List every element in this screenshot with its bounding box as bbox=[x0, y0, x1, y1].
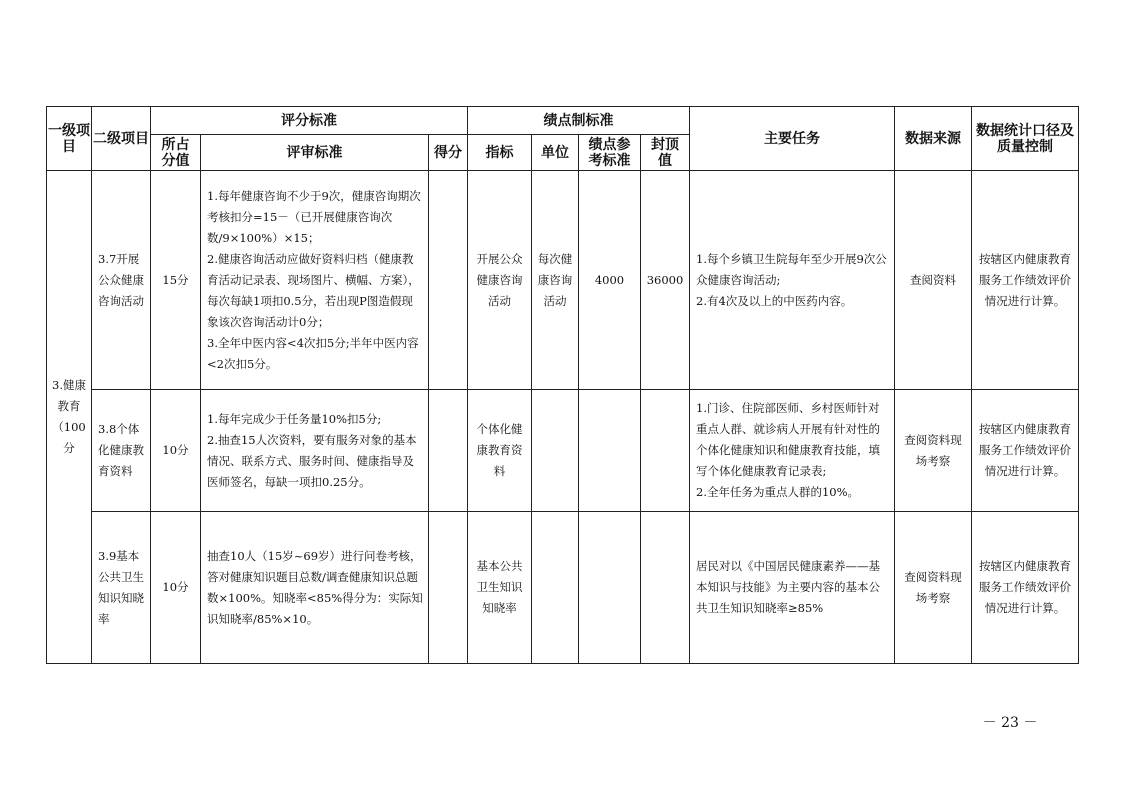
table-row bbox=[47, 512, 1079, 664]
header-score: 得分 bbox=[429, 135, 468, 171]
header-indicator: 指标 bbox=[468, 135, 532, 171]
unit-cell bbox=[532, 390, 579, 512]
indicator-cell: 基本公共卫生知识知晓率 bbox=[468, 512, 532, 664]
ref-cell: 4000 bbox=[579, 171, 641, 390]
stats-cell: 按辖区内健康教育服务工作绩效评价情况进行计算。 bbox=[972, 390, 1079, 512]
cap-cell bbox=[641, 390, 690, 512]
criteria-cell bbox=[201, 512, 429, 664]
criteria-line: 1.每年完成少于任务量10%扣5分; bbox=[207, 411, 382, 426]
source-cell: 查阅资料现场考察 bbox=[895, 512, 972, 664]
task-line: 2.有4次及以上的中医药内容。 bbox=[696, 293, 853, 308]
item-points: 10分 bbox=[151, 390, 201, 512]
unit-cell: 每次健康咨询活动 bbox=[532, 171, 579, 390]
item-name: 3.7开展公众健康咨询活动 bbox=[92, 171, 151, 390]
header-scoring: 评分标准 bbox=[151, 107, 468, 135]
unit-cell bbox=[532, 512, 579, 664]
item-name: 3.8个体化健康教育资料 bbox=[92, 390, 151, 512]
tasks-cell bbox=[690, 390, 895, 512]
criteria-line: 2.抽查15人次资料，要有服务对象的基本情况、联系方式、服务时间、健康指导及医师签名，每缺一项扣0.25分。 bbox=[207, 432, 417, 489]
header-performance: 绩点制标准 bbox=[468, 107, 690, 135]
header-points: 所占分值 bbox=[151, 135, 201, 171]
stats-cell: 按辖区内健康教育服务工作绩效评价情况进行计算。 bbox=[972, 171, 1079, 390]
cap-cell bbox=[641, 512, 690, 664]
ref-cell bbox=[579, 390, 641, 512]
criteria-cell bbox=[201, 390, 429, 512]
criteria-line: 抽查10人（15岁~69岁）进行问卷考核，答对健康知识题目总数/调查健康知识总题数×100%。知晓率<85%得分为：实际知识知晓率/85%×10。 bbox=[207, 548, 423, 626]
header-level1: 一级项目 bbox=[47, 107, 92, 171]
criteria-line: 2.健康咨询活动应做好资料归档（健康教育活动记录表、现场图片、横幅、方案），每次每缺1项扣0.5分，若出现P图造假现象该次咨询活动计0分； bbox=[207, 251, 420, 329]
indicator-cell: 个体化健康教育资料 bbox=[468, 390, 532, 512]
task-line: 1.门诊、住院部医师、乡村医师针对重点人群、就诊病人开展有针对性的个体化健康知识和健康教育技能，填写个体化健康教育记录表; bbox=[696, 401, 880, 478]
table-row bbox=[47, 171, 1079, 390]
table-row bbox=[47, 390, 1079, 512]
indicator-cell: 开展公众健康咨询活动 bbox=[468, 171, 532, 390]
ref-cell bbox=[579, 512, 641, 664]
cap-cell: 36000 bbox=[641, 171, 690, 390]
header-unit: 单位 bbox=[532, 135, 579, 171]
header-ref: 绩点参考标准 bbox=[579, 135, 641, 171]
source-cell: 查阅资料 bbox=[895, 171, 972, 390]
item-name: 3.9基本公共卫生知识知晓率 bbox=[92, 512, 151, 664]
category-cell: 3.健康教育（100分 bbox=[47, 171, 92, 664]
criteria-cell bbox=[201, 171, 429, 390]
header-criteria: 评审标准 bbox=[201, 135, 429, 171]
item-points: 15分 bbox=[151, 171, 201, 390]
header-row-1 bbox=[47, 107, 1079, 135]
tasks-cell bbox=[690, 171, 895, 390]
header-level2: 二级项目 bbox=[92, 107, 151, 171]
criteria-line: 3.全年中医内容<4次扣5分;半年中医内容<2次扣5分。 bbox=[207, 335, 419, 371]
task-line: 2.全年任务为重点人群的10%。 bbox=[696, 485, 860, 499]
stats-cell: 按辖区内健康教育服务工作绩效评价情况进行计算。 bbox=[972, 512, 1079, 664]
page-number: － 23 － bbox=[982, 715, 1038, 731]
task-line: 居民对以《中国居民健康素养——基本知识与技能》为主要内容的基本公共卫生知识知晓率≥85% bbox=[696, 559, 880, 615]
item-points: 10分 bbox=[151, 512, 201, 664]
score-cell bbox=[429, 171, 468, 390]
task-line: 1.每个乡镇卫生院每年至少开展9次公众健康咨询活动; bbox=[696, 251, 887, 287]
assessment-table bbox=[46, 106, 1079, 664]
source-cell: 查阅资料现场考察 bbox=[895, 390, 972, 512]
score-cell bbox=[429, 390, 468, 512]
score-cell bbox=[429, 512, 468, 664]
criteria-line: 1.每年健康咨询不少于9次，健康咨询期次考核扣分=15－（已开展健康咨询次数/9×100%）×15； bbox=[207, 188, 421, 245]
header-stats: 数据统计口径及质量控制 bbox=[972, 107, 1079, 171]
header-tasks: 主要任务 bbox=[690, 107, 895, 171]
header-cap: 封顶值 bbox=[641, 135, 690, 171]
header-source: 数据来源 bbox=[895, 107, 972, 171]
tasks-cell bbox=[690, 512, 895, 664]
